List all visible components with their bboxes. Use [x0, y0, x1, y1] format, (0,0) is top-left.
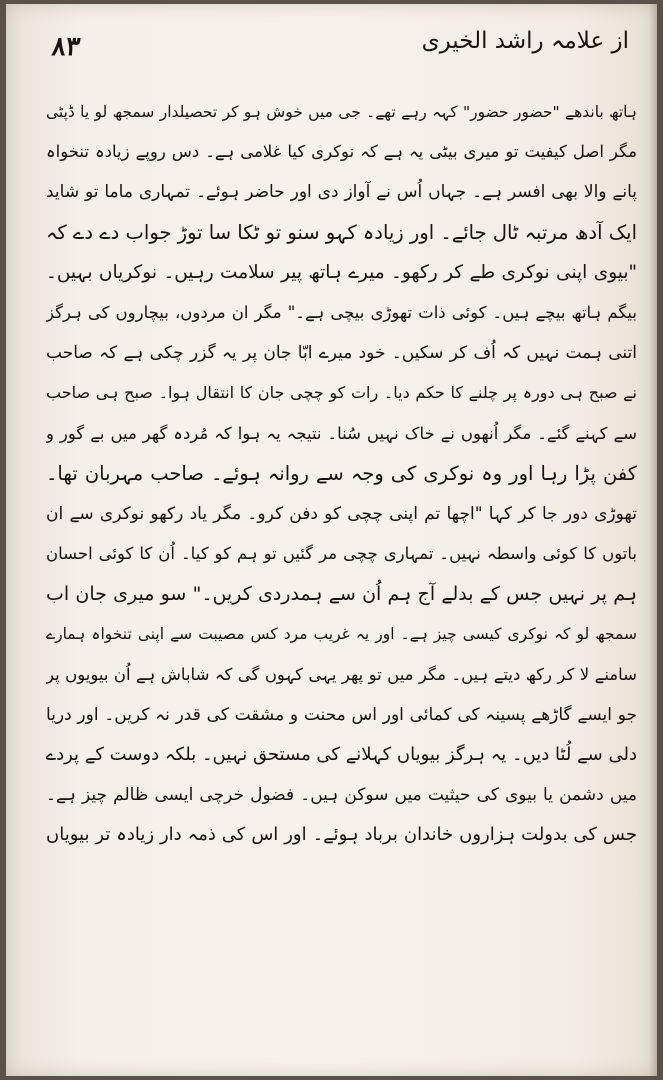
text-line: "بیوی اپنی نوکری طے کر رکھو۔ میرے ہاتھ پیر سلامت رہیں۔ نوکریاں بہیں۔ — [46, 261, 637, 283]
text-line: نے صبح ہی دورہ پر چلنے کا حکم دیا۔ رات کو چچی جان کا انتقال ہوا۔ صبح ہی صاحب — [46, 383, 637, 403]
page-edge-shadow — [649, 4, 657, 1076]
text-line: جس کی بدولت ہزاروں خاندان برباد ہوئے۔ اور اس کی ذمہ دار زیادہ تر بیویاں — [46, 824, 637, 846]
text-line: باتوں کا کوئی واسطہ نہیں۔ تمہاری چچی مر گئیں تو ہم کو کیا۔ اُن کا کوئی احسان — [46, 544, 637, 564]
text-line: اتنی ہمت نہیں کہ اُف کر سکیں۔ خود میرے ابّا جان پر یہ گزر چکی ہے کہ صاحب — [46, 343, 637, 364]
text-line: بیگم ہاتھ بیچے ہیں۔ کوئی ذات تھوڑی بیچی ہے۔" مگر ان مردوں، بیچاروں کی ہرگز — [46, 302, 637, 322]
text-line: تھوڑی دور جا کر کہا "اچھا تم اپنی چچی کو دفن کرو۔ مگر یاد رکھو نوکری سے ان — [46, 503, 637, 524]
text-line: ایک آدھ مرتبہ ٹال جائے۔ اور زیادہ کہو سنو تو ٹکا سا توڑ جواب دے دے کہ — [46, 220, 637, 244]
text-line: جو ایسے گاڑھے پسینہ کی کمائی اور اس محنت و مشقت کی قدر نہ کریں۔ اور دریا — [46, 704, 637, 725]
text-line: پانے والا بھی افسر ہے۔ جہاں اُس نے آواز دی اور حاضر ہوئے۔ تمہاری ماما تو شاید — [46, 182, 637, 203]
page-header — [42, 24, 629, 72]
book-page — [6, 4, 657, 1076]
text-line: ہم پر نہیں جس کے بدلے آج ہم اُن سے ہمدردی کریں۔" سو میری جان اب — [46, 583, 637, 606]
text-line: مگر اصل کیفیت تو میری بیٹی یہ ہے کہ نوکری کیا غلامی ہے۔ دس روپے زیادہ تنخواہ — [46, 142, 637, 162]
text-line: کفن پڑا رہا اور وہ نوکری کی وجہ سے روانہ ہوئے۔ صاحب مہربان تھا۔ — [46, 461, 637, 485]
text-line: سامنے لا کر رکھ دیتے ہیں۔ مگر میں تو پھر یہی کہوں گی کہ شاباش ہے اُن بیویوں پر — [46, 664, 637, 684]
text-line: دلی سے لُٹا دیں۔ یہ ہرگز بیویاں کہلانے کی مستحق نہیں۔ بلکہ دوست کے پردے — [46, 744, 637, 765]
text-line: سمجھ لو کہ نوکری کیسی چیز ہے۔ اور یہ غریب مرد کس مصیبت سے اپنی تنخواہ ہمارے — [46, 625, 637, 644]
text-line: میں دشمن یا بیوی کی حیثیت میں سوکن ہیں۔ فضول خرچی ایسی ظالم چیز ہے۔ — [46, 785, 637, 806]
running-head-author: از علامہ راشد الخیری — [421, 28, 629, 54]
page-number: ۸۳ — [50, 32, 82, 62]
body-text — [46, 92, 637, 856]
text-line: ہاتھ باندھے "حضور حضور" کہہ رہے تھے۔ جی میں خوش ہو کر تحصیلدار سمجھ لو یا ڈپٹی — [46, 103, 637, 121]
text-line: سے کہنے گئے۔ مگر اُنھوں نے خاک نہیں سُنا۔ نتیجہ یہ ہوا کہ مُردہ گھر میں بے گور و — [46, 423, 637, 443]
